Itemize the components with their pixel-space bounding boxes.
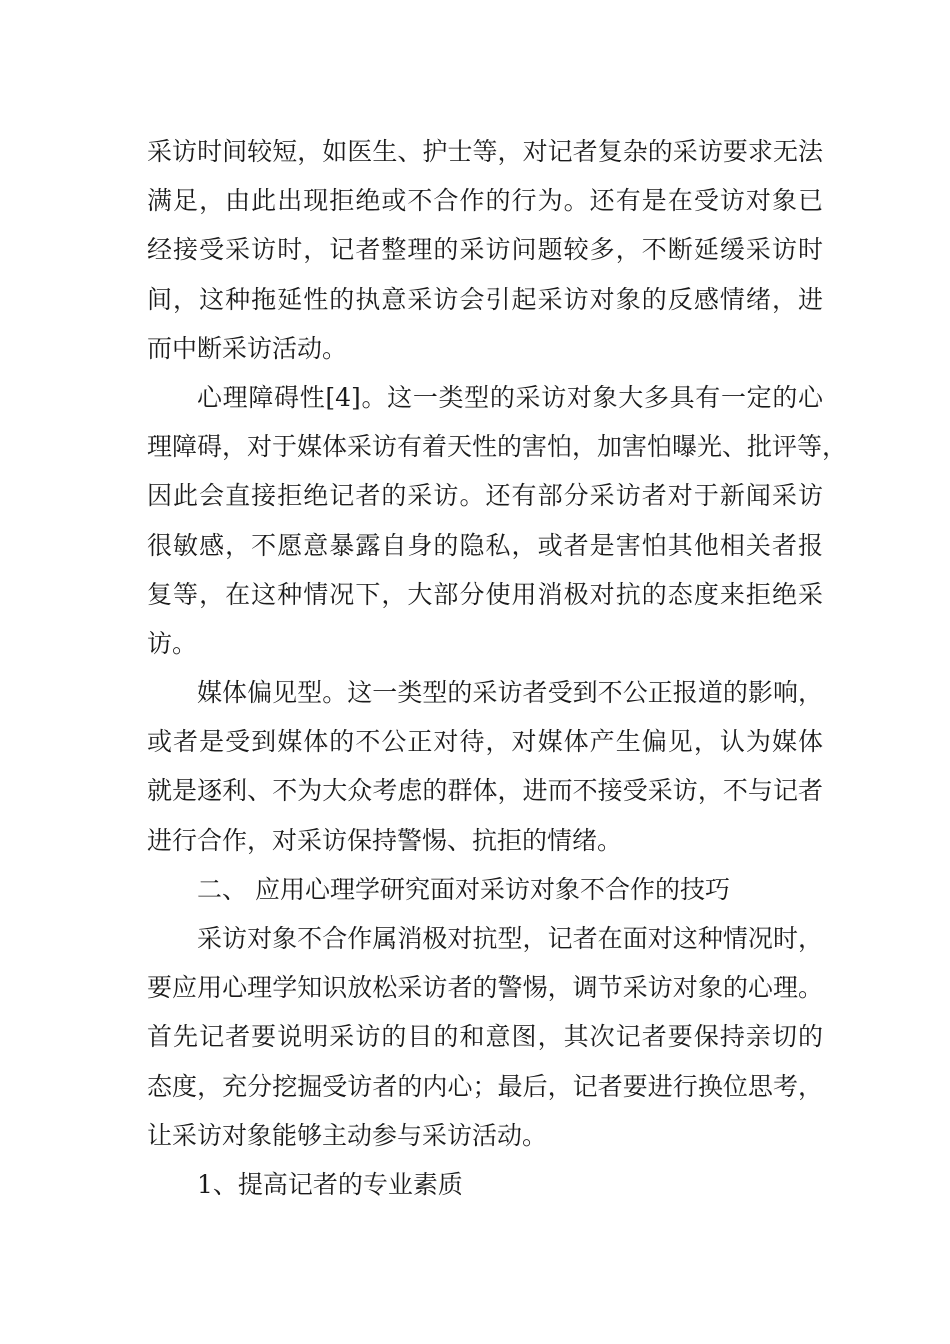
text-line: 经接受采访时，记者整理的采访问题较多，不断延缓采访时 bbox=[147, 235, 823, 265]
text-line: 或者是受到媒体的不公正对待，对媒体产生偏见，认为媒体 bbox=[147, 727, 823, 757]
paragraph-continuation bbox=[147, 127, 823, 373]
text-line: 媒体偏见型。这一类型的采访者受到不公正报道的影响， bbox=[197, 678, 823, 708]
text-line: 要应用心理学知识放松采访者的警惕，调节采访对象的心理。 bbox=[147, 973, 823, 1003]
text-line: 间，这种拖延性的执意采访会引起采访对象的反感情绪，进 bbox=[147, 284, 823, 314]
text-line: 让采访对象能够主动参与采访活动。 bbox=[147, 1120, 548, 1150]
text-line: 进行合作，对采访保持警惕、抗拒的情绪。 bbox=[147, 825, 623, 855]
subsection-heading bbox=[147, 1160, 823, 1209]
text-line: 满足，由此出现拒绝或不合作的行为。还有是在受访对象已 bbox=[147, 186, 823, 216]
paragraph-psychological-barrier bbox=[147, 373, 848, 668]
text-line: 因此会直接拒绝记者的采访。还有部分采访者对于新闻采访 bbox=[147, 481, 823, 511]
text-line: 采访时间较短，如医生、护士等，对记者复杂的采访要求无法 bbox=[147, 137, 823, 166]
heading-line: 二、 应用心理学研究面对采访对象不合作的技巧 bbox=[197, 874, 730, 904]
text-line: 心理障碍性[4]。这一类型的采访对象大多具有一定的心 bbox=[197, 382, 823, 412]
text-line: 就是逐利、不为大众考虑的群体，进而不接受采访，不与记者 bbox=[147, 776, 823, 806]
text-line: 复等，在这种情况下，大部分使用消极对抗的态度来拒绝采 bbox=[147, 579, 823, 609]
text-line: 访。 bbox=[147, 628, 198, 658]
text-line: 采访对象不合作属消极对抗型，记者在面对这种情况时， bbox=[197, 924, 823, 953]
text-line: 首先记者要说明采访的目的和意图，其次记者要保持亲切的 bbox=[147, 1022, 823, 1052]
paragraph-media-bias bbox=[147, 668, 823, 865]
text-line: 理障碍，对于媒体采访有着天性的害怕，加害怕曝光、批评等， bbox=[147, 432, 848, 462]
paragraph-techniques bbox=[147, 914, 823, 1160]
text-line: 而中断采访活动。 bbox=[147, 333, 348, 363]
section-heading bbox=[147, 865, 823, 914]
text-line: 态度，充分挖掘受访者的内心；最后，记者要进行换位思考， bbox=[147, 1071, 823, 1101]
document-body bbox=[147, 127, 848, 1209]
text-line: 很敏感，不愿意暴露自身的隐私，或者是害怕其他相关者报 bbox=[147, 530, 823, 560]
heading-line: 1、提高记者的专业素质 bbox=[197, 1169, 463, 1199]
